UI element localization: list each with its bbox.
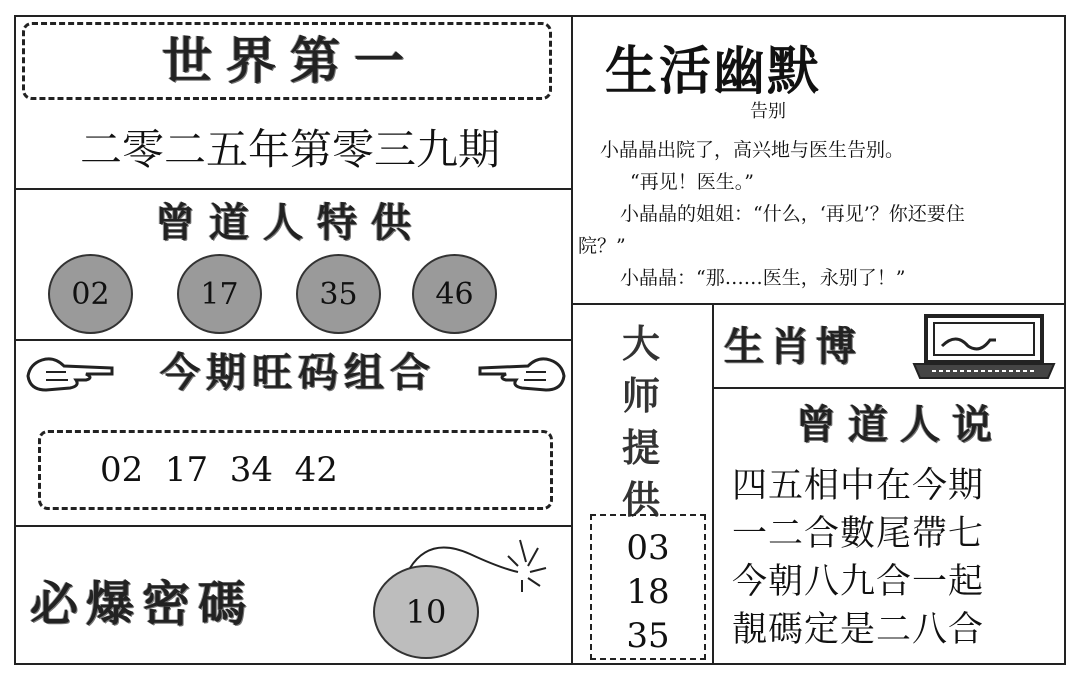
provider-label-char-3: 提 [621,426,660,470]
saying-heading: 曾道人说 [796,402,1004,448]
special-ball-3: 35 [296,254,381,334]
saying-line-4: 靚碼定是二八合 [732,610,985,650]
provider-number-1: 03 [626,528,670,568]
bomb-heading: 必爆密碼 [30,576,255,632]
divider-left-1 [14,188,572,190]
divider-left-3 [14,525,572,527]
humor-line-3: 小晶晶的姐姐：“什么，‘再见’？你还要住 [620,203,965,225]
bomb-number: 10 [405,593,447,631]
humor-line-1: 小晶晶出院了，高兴地与医生告别。 [600,139,905,161]
special-heading: 曾道人特供 [155,200,425,246]
combo-heading: 今期旺码组合 [160,350,436,396]
page-title: 世界第一 [162,32,418,90]
provider-number-3: 35 [626,616,670,656]
pointing-hand-right-icon [478,350,568,396]
divider-right-vertical [712,303,714,665]
divider-right-1 [571,303,1066,305]
saying-line-3: 今朝八九合一起 [732,562,985,602]
humor-story [578,134,1062,294]
laptop-icon [912,312,1056,382]
saying-line-1: 四五相中在今期 [732,466,985,506]
zodiac-heading: 生肖博 [724,324,862,370]
humor-line-2: “再见！医生。” [630,171,754,193]
divider-right-2 [712,387,1066,389]
provider-label-char-1: 大 [621,322,660,366]
pointing-hand-left-icon [24,350,114,396]
humor-subtitle: 告别 [750,101,786,122]
saying-line-2: 一二合數尾帶七 [732,514,985,554]
provider-numbers [590,526,706,658]
humor-heading: 生活幽默 [605,42,822,102]
provider-label-char-4: 供 [621,478,660,522]
issue-number: 二零二五年第零三九期 [79,125,500,174]
special-ball-1: 02 [48,254,133,334]
special-ball-2: 17 [177,254,262,334]
combo-numbers: 02 17 34 42 [100,450,338,490]
provider-label-char-2: 师 [621,374,660,418]
provider-number-2: 18 [626,572,670,612]
special-ball-4: 46 [412,254,497,334]
provider-label [596,318,686,526]
humor-line-5: 小晶晶：“那……医生，永别了！” [620,267,906,289]
divider-left-2 [14,339,572,341]
saying-verses [732,462,1062,654]
humor-line-4: 院？” [578,235,626,257]
